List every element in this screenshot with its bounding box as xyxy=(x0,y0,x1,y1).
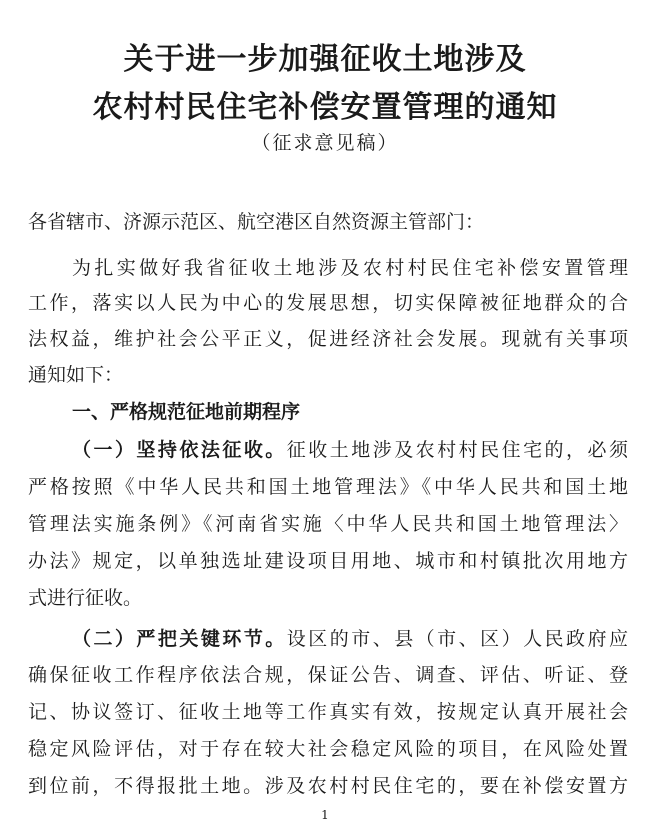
item-2-line-1 xyxy=(72,626,628,652)
intro-line-2: 工作，落实以人民为中心的发展思想，切实保障被征地群众的合 xyxy=(28,292,628,314)
item-1-line-2: 严格按照《中华人民共和国土地管理法》《中华人民共和国土地 xyxy=(28,476,628,498)
item-2-line-2: 确保征收工作程序依法合规，保证公告、调查、评估、听证、登 xyxy=(28,664,628,686)
document-title-line-1: 关于进一步加强征收土地涉及 xyxy=(123,42,527,77)
intro-line-1: 为扎实做好我省征收土地涉及农村村民住宅补偿安置管理 xyxy=(72,257,628,279)
intro-line-4: 通知如下： xyxy=(28,364,124,386)
item-2-line-3: 记、协议签订、征收土地等工作真实有效，按规定认真开展社会 xyxy=(28,701,628,723)
page-number: 1 xyxy=(321,808,329,822)
addressee-line: 各省辖市、济源示范区、航空港区自然资源主管部门： xyxy=(28,211,485,233)
item-1-line-4: 办法》规定，以单独选址建设项目用地、城市和村镇批次用地方 xyxy=(28,550,628,572)
item-1-line-5: 式进行征收。 xyxy=(28,587,143,609)
item-2-label: （二）严把关键环节。 xyxy=(72,628,287,650)
item-2-line-5: 到位前，不得报批土地。涉及农村村民住宅的，要在补偿安置方 xyxy=(28,775,628,797)
section-1-heading: 一、严格规范征地前期程序 xyxy=(72,401,301,423)
intro-line-3: 法权益，维护社会公平正义，促进经济社会发展。现就有关事项 xyxy=(28,328,628,350)
document-subtitle: （征求意见稿） xyxy=(251,132,399,154)
item-1-line-1 xyxy=(72,437,628,463)
item-1-first-text: 征收土地涉及农村村民住宅的，必须 xyxy=(286,439,628,461)
item-2-line-4: 稳定风险评估，对于存在较大社会稳定风险的项目，在风险处置 xyxy=(28,738,628,760)
document-title-line-2: 农村村民住宅补偿安置管理的通知 xyxy=(92,90,558,125)
item-1-line-3: 管理法实施条例》《河南省实施〈中华人民共和国土地管理法〉 xyxy=(28,513,628,535)
item-2-first-text: 设区的市、县（市、区）人民政府应 xyxy=(286,628,628,650)
item-1-label: （一）坚持依法征收。 xyxy=(72,439,287,461)
